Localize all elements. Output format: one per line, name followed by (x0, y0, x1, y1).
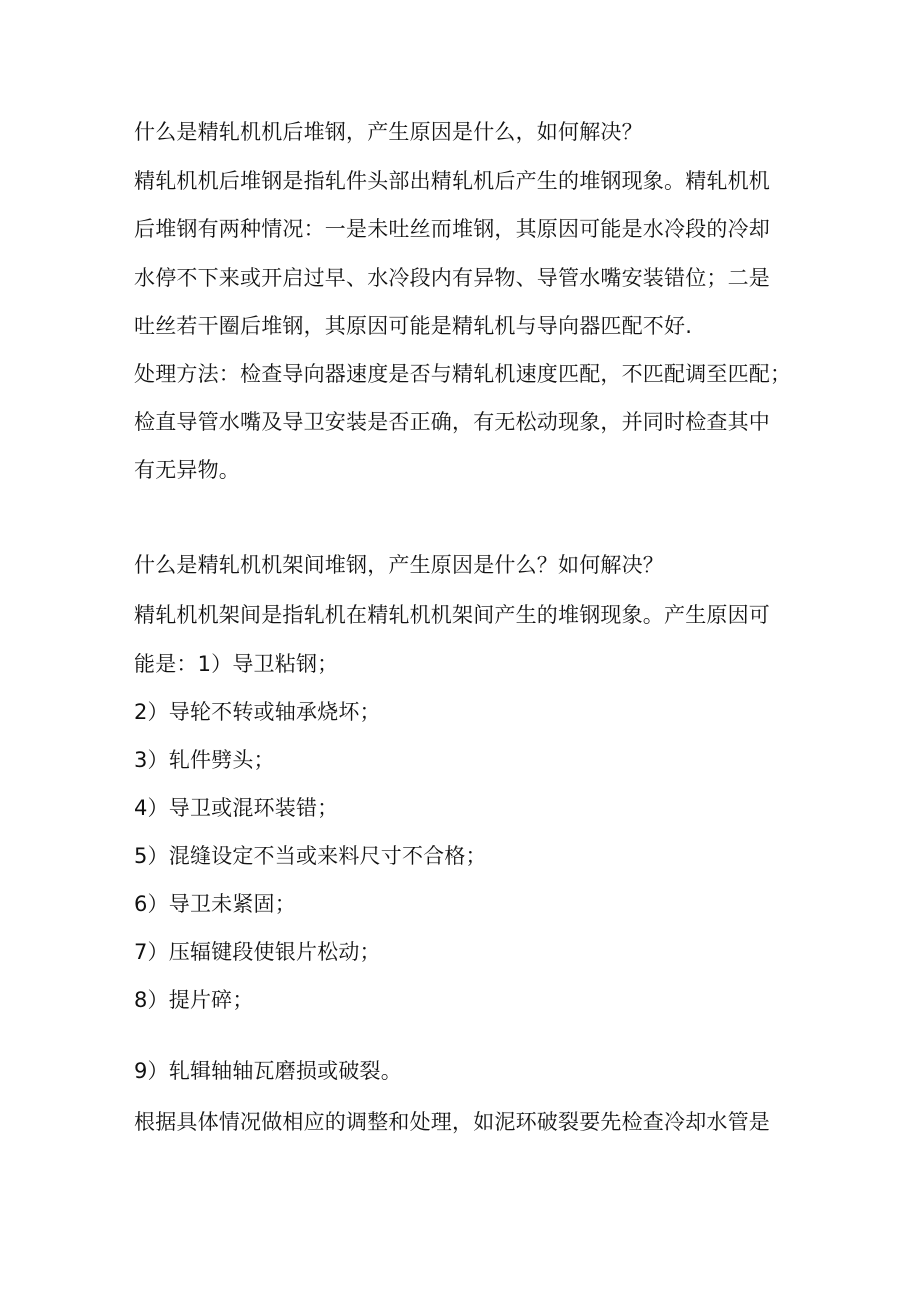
section2-closing-line: 根据具体情况做相应的调整和处理，如泥环破裂要先检查冷却水管是 (134, 1110, 770, 1134)
section1-treatment-line-1: 处理方法：检查导向器速度是否与精轧机速度匹配，不匹配调至匹配； (134, 362, 792, 386)
section1-answer-line-4: 吐丝若干圈后堆钢，其原因可能是精轧机与导向器匹配不好. (134, 314, 693, 338)
list-item: 2）导轮不转或轴承烧坏； (134, 700, 381, 724)
list-item: 6）导卫未紧固； (134, 892, 296, 916)
list-item: 4）导卫或混环装错； (134, 796, 339, 820)
list-item: 3）轧件劈头； (134, 748, 275, 772)
section1-treatment-line-3: 有无异物。 (134, 458, 240, 482)
section2-question: 什么是精轧机机架间堆钢，产生原因是什么？如何解决？ (134, 553, 664, 577)
list-item: 5）混缝设定不当或来料尺寸不合格； (134, 844, 487, 868)
section2-answer-line-1: 精轧机机架间是指轧机在精轧机机架间产生的堆钢现象。产生原因可 (134, 603, 770, 627)
list-item: 7）压辐键段使银片松动； (134, 940, 381, 964)
list-item: 8）提片碎； (134, 988, 254, 1012)
section1-answer-line-1: 精轧机机后堆钢是指轧件头部出精轧机后产生的堆钢现象。精轧机机 (134, 169, 770, 193)
section1-question: 什么是精轧机机后堆钢，产生原因是什么，如何解决？ (134, 120, 643, 144)
section1-treatment-line-2: 检直导管水嘴及导卫安装是否正确，有无松动现象，并同时检查其中 (134, 410, 770, 434)
section2-answer-line-2: 能是：1）导卫粘钢； (134, 652, 339, 676)
list-item: 9）轧辑轴轴瓦磨损或破裂。 (134, 1059, 402, 1083)
section1-answer-line-3: 水停不下来或开启过早、水冷段内有异物、导管水嘴安装错位；二是 (134, 266, 770, 290)
section1-answer-line-2: 后堆钢有两种情况：一是未吐丝而堆钢，其原因可能是水冷段的冷却 (134, 217, 770, 241)
